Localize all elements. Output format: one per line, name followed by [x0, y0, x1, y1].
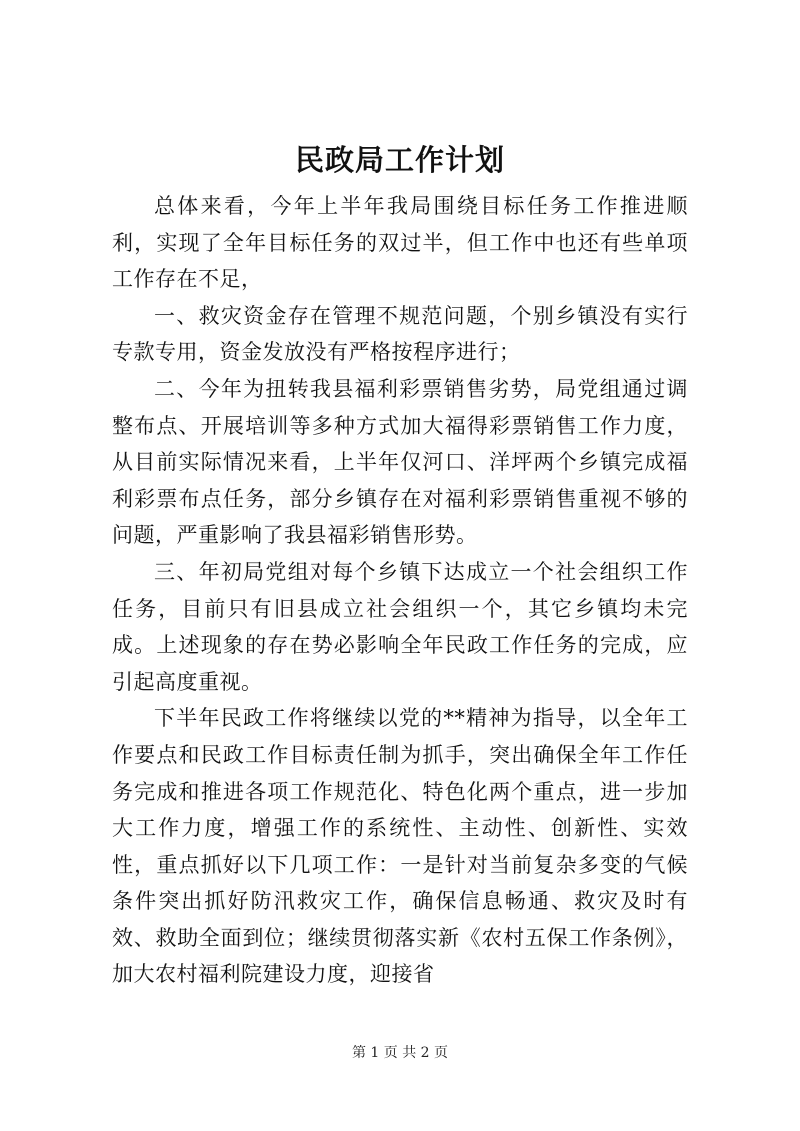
paragraph-plan: 下半年民政工作将继续以党的**精神为指导，以全年工作要点和民政工作目标责任制为抓手，突出确保全年工作任务完成和推进各项工作规范化、特色化两个重点，进一步加大工作力度，增强工作的系统性、主动性、创新性、实效性，重点抓好以下几项工作：一是针对当前复杂多变的气候条件突出抓好防汛救灾工作，确保信息畅通、救灾及时有效、救助全面到位；继续贯彻落实新《农村五保工作条例》，加大农村福利院建设力度，迎接省: [112, 706, 688, 987]
paragraph-issue-two: 二、今年为扭转我县福利彩票销售劣势，局党组通过调整布点、开展培训等多种方式加大福得彩票销售工作力度，从目前实际情况来看，上半年仅河口、洋坪两个乡镇完成福利彩票布点任务，部分乡镇存在对福利彩票销售重视不够的问题，严重影响了我县福彩销售形势。: [112, 376, 688, 548]
document-body: [112, 188, 688, 993]
page-title: 民政局工作计划: [294, 143, 505, 177]
paragraph-summary: 总体来看，今年上半年我局围绕目标任务工作推进顺利，实现了全年目标任务的双过半，但工作中也还有些单项工作存在不足，: [112, 194, 688, 292]
paragraph-issue-one: 一、救灾资金存在管理不规范问题，个别乡镇没有实行专款专用，资金发放没有严格按程序进行；: [112, 303, 688, 365]
paragraph-issue-three: 三、年初局党组对每个乡镇下达成立一个社会组织工作任务，目前只有旧县成立社会组织一个，其它乡镇均未完成。上述现象的存在势必影响全年民政工作任务的完成，应引起高度重视。: [112, 559, 688, 694]
page-number-footer: 第 1 页 共 2 页: [351, 1045, 449, 1061]
